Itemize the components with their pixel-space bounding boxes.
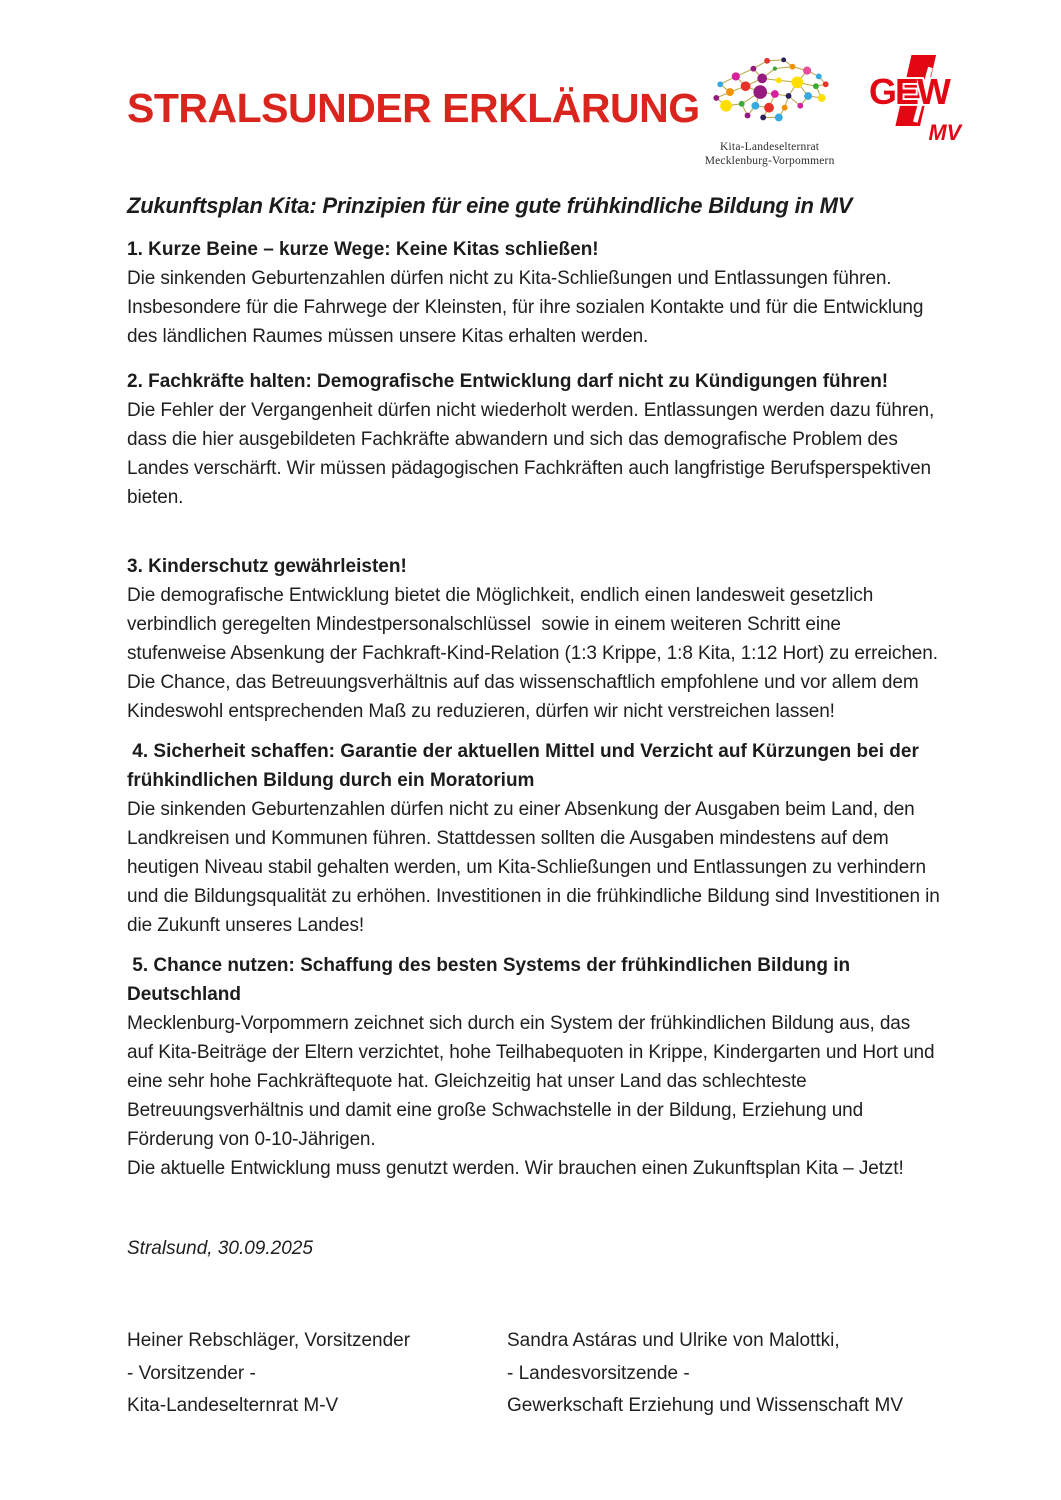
- section-1: [127, 235, 941, 351]
- signature-block: [127, 1325, 941, 1423]
- signature-role: - Landesvorsitzende -: [507, 1362, 690, 1384]
- signature-gew: [507, 1325, 903, 1423]
- logo-group: [700, 52, 972, 168]
- section-1-heading: 1. Kurze Beine – kurze Wege: Keine Kitas schließen!: [127, 239, 599, 260]
- signature-name: Sandra Astáras und Ulrike von Malottki,: [507, 1330, 840, 1351]
- date-line: Stralsund, 30.09.2025: [127, 1238, 313, 1259]
- kita-logo-caption-line2: Mecklenburg-Vorpommern: [704, 154, 835, 167]
- kita-logo-caption-line1: Kita-Landeselternrat: [720, 141, 820, 153]
- signature-role: - Vorsitzender -: [127, 1362, 256, 1384]
- kita-network-icon: [706, 54, 834, 136]
- section-2-paragraph: Die Fehler der Vergangenheit dürfen nicht wiederholt werden. Entlassungen werden dazu führen, dass die hier ausgebildeten Fachkräfte abwandern und sich das demografische Problem des Landes verschärft. Wir müssen pädagogischen Fachkräften auch langfristige Berufsperspektiven bieten.: [127, 400, 940, 508]
- signature-organization: Gewerkschaft Erziehung und Wissenschaft MV: [507, 1395, 904, 1416]
- signature-name: Heiner Rebschläger, Vorsitzender: [127, 1330, 411, 1351]
- kita-landeselternrat-logo: [700, 54, 840, 168]
- gew-region-text: MV: [928, 120, 961, 144]
- section-4: [127, 737, 945, 940]
- section-5: [127, 951, 941, 1183]
- gew-mv-logo: [868, 54, 972, 149]
- kita-logo-caption: [700, 141, 840, 168]
- signature-organization: Kita-Landeselternrat M-V: [127, 1395, 339, 1416]
- page-title: STRALSUNDER ERKLÄRUNG: [127, 85, 700, 131]
- section-3-paragraph: Die demografische Entwicklung bietet die Möglichkeit, endlich einen landesweit gesetzlich verbindlich geregelten Mindestpersonalschlüssel sowie in einem weiteren Schritt eine stufenweise Absenkung der Fachkraft-Kind-Relation (1:3 Krippe, 1:8 Kita, 1:12 Hort) zu erreichen. Die Chance, das Betreuungsverhältnis auf das wissenschaftlich empfohlene und vor allem dem Kindeswohl entsprechenden Maß zu reduzieren, dürfen wir nicht verstreichen lassen!: [127, 585, 944, 722]
- section-4-heading: 4. Sicherheit schaffen: Garantie der aktuellen Mittel und Verzicht auf Kürzungen bei der frühkindlichen Bildung durch ein Moratorium: [127, 741, 925, 791]
- section-5-paragraph-1: Mecklenburg-Vorpommern zeichnet sich durch ein System der frühkindlichen Bildung aus, das auf Kita-Beiträge der Eltern verzichtet, hohe Teilhabequoten in Krippe, Kindergarten und Hort und eine sehr hohe Fachkräftequote hat. Gleichzeitig hat unser Land das schlechteste Betreuungsverhältnis und damit eine große Schwachstelle in der Bildung, Erziehung und Förderung von 0-10-Jährigen.: [127, 1013, 940, 1150]
- gew-mv-icon: [868, 54, 972, 144]
- section-5-paragraph-2: Die aktuelle Entwicklung muss genutzt werden. Wir brauchen einen Zukunftsplan Kita – Jetzt!: [127, 1158, 904, 1179]
- section-2-heading: 2. Fachkräfte halten: Demografische Entwicklung darf nicht zu Kündigungen führen!: [127, 371, 889, 392]
- document-subtitle: Zukunftsplan Kita: Prinzipien für eine gute frühkindliche Bildung in MV: [127, 193, 853, 218]
- document-header: [127, 0, 961, 168]
- section-2: [127, 367, 941, 512]
- gew-acronym-text: GEW: [868, 71, 949, 113]
- section-5-heading: 5. Chance nutzen: Schaffung des besten Systems der frühkindlichen Bildung in Deutschland: [127, 955, 856, 1005]
- section-3-heading: 3. Kinderschutz gewährleisten!: [127, 556, 407, 577]
- section-3: [127, 552, 944, 726]
- signature-kita-landeselternrat: [127, 1325, 507, 1423]
- section-4-paragraph: Die sinkenden Geburtenzahlen dürfen nicht zu einer Absenkung der Ausgaben beim Land, den Landkreisen und Kommunen führen. Stattdessen sollten die Ausgaben mindestens auf dem heutigen Niveau stabil gehalten werden, um Kita-Schließungen und Entlassungen zu verhindern und die Bildungsqualität zu erhöhen. Investitionen in die frühkindliche Bildung sind Investitionen in die Zukunft unseres Landes!: [127, 799, 945, 936]
- section-1-paragraph: Die sinkenden Geburtenzahlen dürfen nicht zu Kita-Schließungen und Entlassungen führen. Insbesondere für die Fahrwege der Kleinsten, für ihre sozialen Kontakte und für die Entwicklung des ländlichen Raumes müssen unsere Kitas erhalten werden.: [127, 268, 929, 347]
